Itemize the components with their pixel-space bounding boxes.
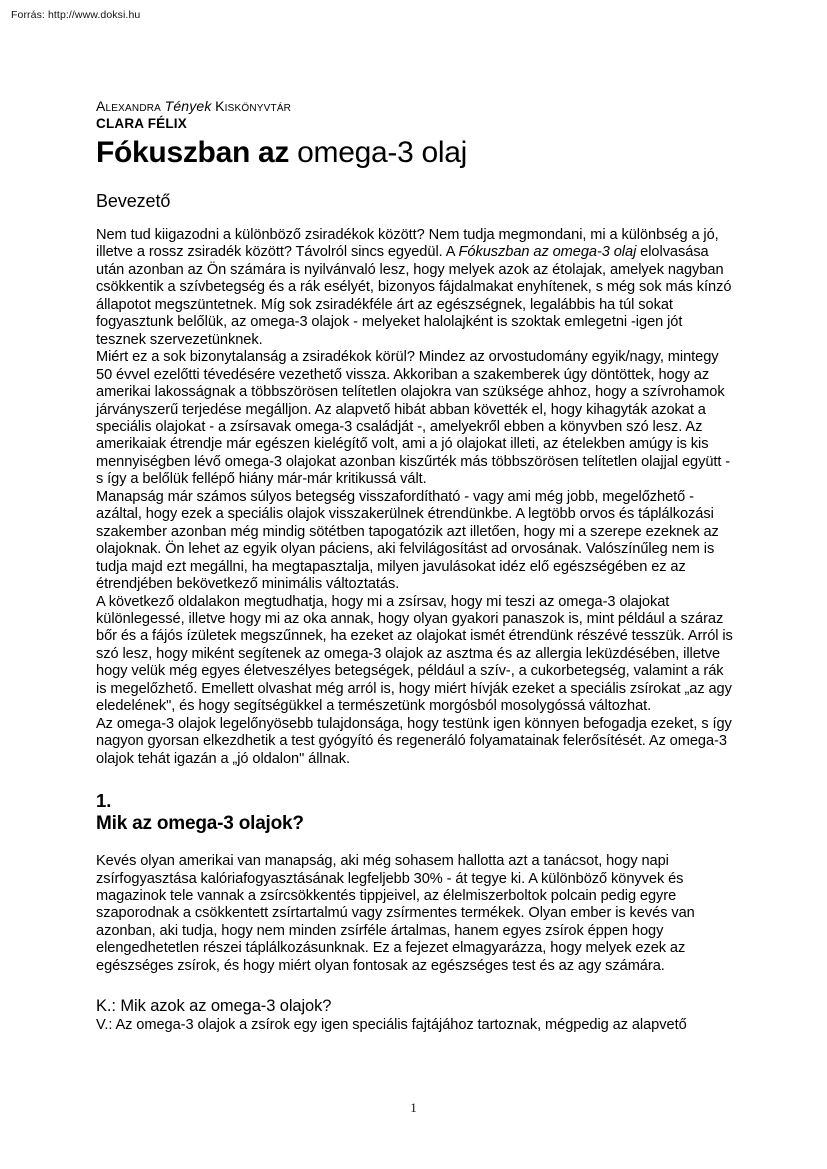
author-name: CLARA FÉLIX (96, 116, 187, 131)
intro-paragraph-4: A következő oldalakon megtudhatja, hogy mi a zsírsav, hogy mi teszi az omega-3 olajokat különlegessé, illetve hogy mi az oka annak, hogy olyan gyakori panaszok is, mint például a száraz bőr és a fájós ízületek megszűnnek, ha ezeket az olajokat ismét étrendünk részévé tesszük. Arról is szó lesz, hogy miként segítenek az omega-3 olajok az asztma és az allergia leküzdésében, illetve hogy velük még egyes életveszélyes betegségek, például a szív-, a cukorbetegség, valamint a rák is megelőzhető. Emellett olvashat még arról is, hogy miért hívják ezeket a speciális zsírokat „az agy eledelének", és hogy segítségükkel a természetünk morgósból mosolygóssá változhat. (96, 593, 733, 715)
series-name: Tények (164, 98, 212, 114)
book-title-space (289, 136, 297, 169)
book-title-bold: Fókuszban az (96, 136, 290, 169)
chapter-intro-paragraph: Kevés olyan amerikai van manapság, aki még sohasem hallotta azt a tanácsot, hogy napi zsírfogyasztása kalóriafogyasztásának legfeljebb 30% - át tegye ki. A különböző könyvek és magazinok tele vannak a zsírcsökkentés tippjeivel, az élelmiszerboltok polcain pedig egyre szaporodnak a csökkentett zsírtartalmú vagy zsírmentes termékek. Olyan ember is kevés van azonban, aki tudja, hogy nem minden zsírféle ártalmas, hanem egyes zsírok éppen hogy elengedhetetlen részei táplálkozásunknak. Ez a fejezet elmagyarázza, hogy melyek ezek az egészséges zsírok, és hogy miért olyan fontosak az egészséges test és az agy számára. (96, 853, 695, 974)
chapter-number: 1. (96, 790, 112, 812)
book-title (96, 135, 736, 171)
intro-paragraph-3: Manapság már számos súlyos betegség visszafordítható - vagy ami még jobb, megelőzhető - azáltal, hogy ezek a speciális olajok visszakerülnek étrendünkbe. A legtöbb orvos és táplálkozási szakember azonban még mindig sötétben tapogatózik azt illetően, hogy mi a szerepe ezeknek az olajoknak. Ön lehet az egyik olyan páciens, aki felvilágosítást ad orvosának. Valószínűleg nem is tudja majd ezt megállni, ha megtapasztalja, milyen javulásokat idéz elő egészségében ez az étrendjében bekövetkező minimális változtatás. (96, 488, 719, 593)
series-suffix: Kiskönyvtár (215, 98, 292, 114)
intro-p1-italic-title: Fókuszban az omega-3 olaj (458, 244, 637, 261)
series-publisher: Alexandra (96, 98, 162, 114)
series-line (96, 99, 736, 115)
chapter-intro-body (96, 853, 736, 975)
intro-paragraph-1 (96, 227, 736, 349)
chapter-heading-block (96, 790, 736, 835)
intro-p1-post: elolvasása után azonban az Ön számára is nyilvánvaló lesz, hogy melyek azok az étolajak, amelyek nagyban csökkentik a szívbetegség és a rák esélyét, bizonyos fájdalmakat enyhítenek, s még sok más kínzó állapotot megszüntetnek. Míg sok zsiradékféle árt az egészségnek, legalábbis ha túl sokat fogyasztunk belőlük, az omega-3 olajok - melyeket halolajként is szoktak emlegetni -igen jót tesznek szervezetünknek. (96, 244, 732, 348)
book-title-light: omega-3 olaj (297, 136, 467, 169)
page-number: 1 (410, 1100, 417, 1115)
page-content-column (96, 99, 736, 1035)
qa-block (96, 996, 736, 1034)
intro-paragraph-5: Az omega-3 olajok legelőnyösebb tulajdonsága, hogy testünk igen könnyen befogadja ezeket, s így nagyon gyorsan elkezdhetik a test gyógyító és regeneráló folyamatainak felerősítését. Az omega-3 olajok tehát igazán a „jó oldalon" állnak. (96, 715, 732, 767)
intro-p1-pre: Nem tud kiigazodni a különböző zsiradékok között? Nem tudja megmondani, mi a különbség a jó, illetve a rossz zsiradék között? Távolról sincs egyedül. A (96, 227, 719, 261)
scan-source-url: Forrás: http://www.doksi.hu (11, 9, 141, 21)
chapter-title: Mik az omega-3 olajok? (96, 813, 304, 835)
intro-paragraph-2: Miért ez a sok bizonytalanság a zsiradékok körül? Mindez az orvostudomány egyik/nagy, mintegy 50 évvel ezelőtti tévedésére vezethető vissza. Akkoriban a szakemberek úgy döntöttek, hogy az amerikai lakosságnak a többszörösen telítetlen olajokra van szüksége ahhoz, hogy a szívrohamok járványszerű terjedése megálljon. Az alapvető hibát abban követték el, hogy kihagyták azokat a speciális olajokat - a zsírsavak omega-3 családját -, amelyekről ebben a könyvben szó lesz. Az amerikaiak étrendje már egészen kielégítő volt, ami a jó olajokat illeti, az ételekben amúgy is kis mennyiségben lévő omega-3 olajokat azonban kiszűrték más többszörösen telítetlen olajjal együtt - s így a belőlük fellépő hiány már-már kritikussá vált. (96, 349, 731, 488)
section-heading-bevezeto: Bevezető (96, 191, 171, 212)
qa-answer: V.: Az omega-3 olajok a zsírok egy igen speciális fajtájához tartoznak, mégpedig az alapvető (96, 1017, 687, 1034)
qa-question: K.: Mik azok az omega-3 olajok? (96, 997, 332, 1016)
intro-body (96, 227, 736, 768)
